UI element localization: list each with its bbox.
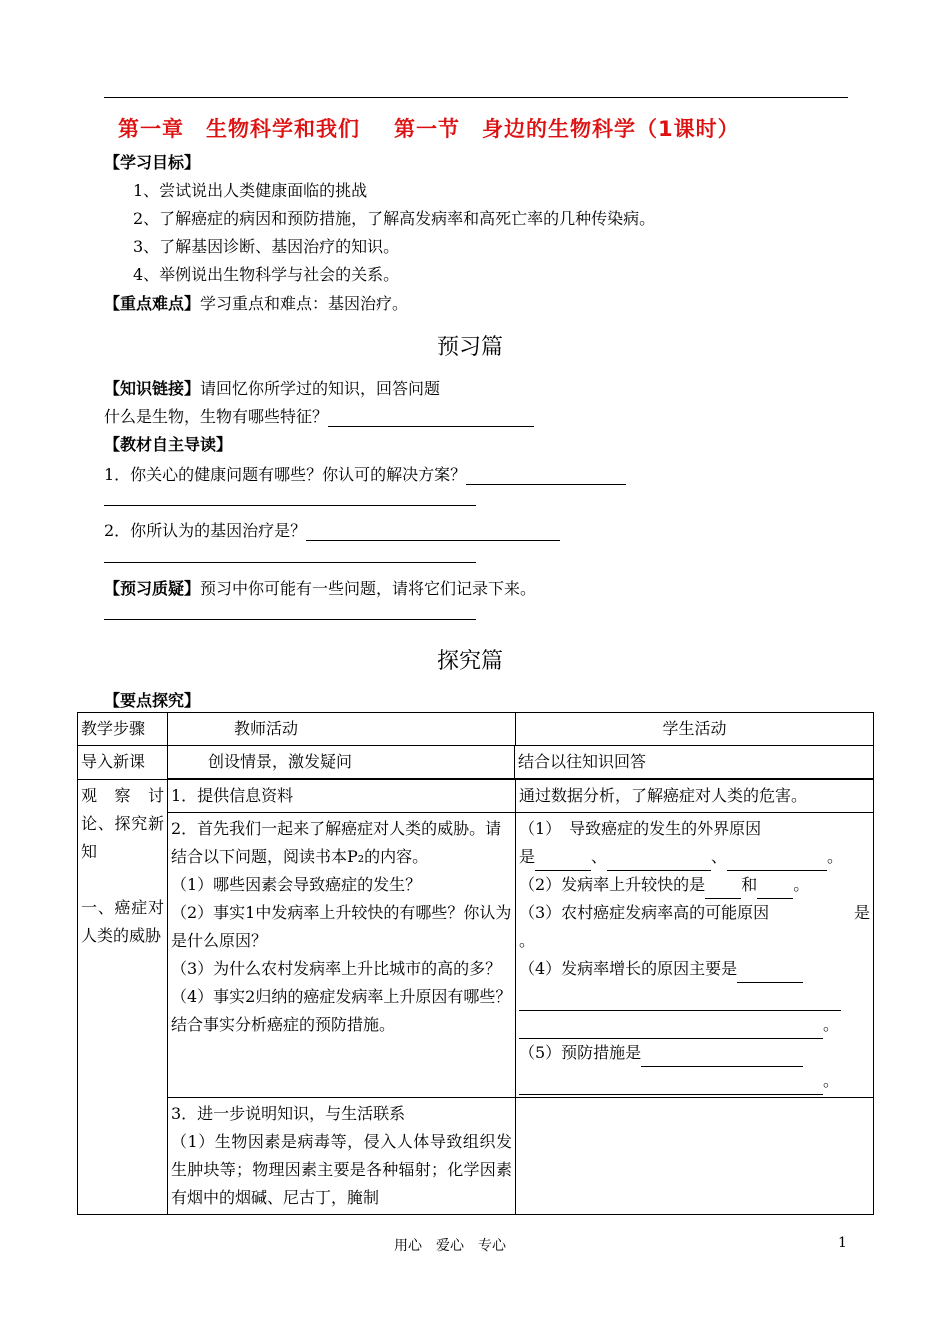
student-answer-4-line [519, 1011, 870, 1039]
answer-blank[interactable] [306, 524, 560, 541]
step-cancer-text: 一、癌症对人类的威胁 [81, 898, 164, 945]
table-row [78, 813, 874, 1098]
key-points [104, 291, 408, 314]
answer-blank[interactable] [727, 854, 827, 871]
table-row [78, 746, 874, 780]
footer-motto: 用心 爱心 专心 [394, 1238, 506, 1254]
teacher-step-1: 1．提供信息资料 [168, 780, 516, 813]
objective-item: 1、尝试说出人类健康面临的挑战 [133, 181, 368, 200]
knowledge-question [104, 404, 534, 427]
student-answer-3-end [519, 927, 870, 955]
student-answer-1 [519, 815, 870, 843]
guide-question-1-text: 1．你关心的健康问题有哪些？你认可的解决方案？ [104, 465, 467, 484]
table-row [78, 1098, 874, 1215]
student-answer-4 [519, 955, 870, 983]
teacher-intro: 创设情景，激发疑问 [208, 752, 353, 771]
student-prompt: （5）预防措施是 [519, 1043, 642, 1062]
chapter-title: 第一章 生物科学和我们 [118, 117, 360, 141]
teacher-step-2 [168, 813, 516, 1098]
student-intro: 结合以往知识回答 [514, 746, 873, 778]
teacher-step-3-title: 3．进一步说明知识，与生活联系 [171, 1104, 406, 1123]
student-prompt: 是 [853, 903, 870, 922]
key-points-text: 学习重点和难点：基因治疗。 [200, 294, 409, 313]
header-teacher: 教师活动 [168, 713, 516, 746]
teacher-step-3 [168, 1098, 516, 1215]
student-answer-4-line [519, 983, 870, 1011]
student-prompt: （3）农村癌症发病率高的可能原因 [519, 903, 770, 922]
answer-blank[interactable] [519, 1022, 823, 1039]
objective-item: 3、了解基因诊断、基因治疗的知识。 [133, 237, 400, 256]
student-answer-5-line [519, 1067, 870, 1095]
student-prompt: 和 [741, 875, 758, 894]
preview-doubt [104, 576, 536, 599]
doubt-label: 【预习质疑】 [104, 579, 201, 598]
student-answer-2 [519, 871, 870, 899]
answer-blank[interactable] [641, 1050, 803, 1067]
guide-question-2-text: 2．你所认为的基因治疗是？ [104, 521, 307, 540]
student-step-3 [516, 1098, 874, 1215]
knowledge-question-text: 什么是生物，生物有哪些特征？ [104, 407, 329, 426]
answer-blank[interactable] [519, 994, 841, 1011]
student-prompt: （1） 导致癌症的发生的外界原因 [519, 819, 762, 838]
table-header-row [78, 713, 874, 746]
step-explore-text: 观 察 讨论、探究新知 [81, 786, 164, 861]
answer-line[interactable] [104, 505, 476, 506]
header-student: 学生活动 [516, 713, 874, 746]
period: 。 [519, 931, 536, 950]
separator: 、 [711, 847, 728, 866]
teacher-question: （3）为什么农村发病率上升比城市的高的多？ [171, 959, 502, 978]
period: 。 [823, 1071, 840, 1090]
teacher-question: （4）事实2归纳的癌症发病率上升原因有哪些？结合事实分析癌症的预防措施。 [171, 987, 512, 1034]
knowledge-link-label: 【知识链接】 [104, 379, 201, 398]
section-title: 第一节 身边的生物科学（1课时） [394, 117, 740, 141]
student-step-2 [516, 813, 874, 1098]
guide-question-2 [104, 518, 560, 541]
step-intro: 导入新课 [78, 746, 168, 780]
answer-blank[interactable] [607, 854, 711, 871]
student-answer-1-blanks [519, 843, 870, 871]
student-prompt: （2）发病率上升较快的是 [519, 875, 706, 894]
separator: 、 [591, 847, 608, 866]
page-number: 1 [838, 1235, 847, 1251]
teacher-step-3-text: （1）生物因素是病毒等，侵入人体导致组织发生肿块等；物理因素主要是各种辐射；化学因素有烟中的烟碱、尼古丁，腌制 [171, 1132, 512, 1207]
answer-line[interactable] [104, 562, 476, 563]
student-answer-5 [519, 1039, 870, 1067]
answer-blank[interactable] [737, 966, 803, 983]
step-explore [78, 780, 168, 1215]
objective-item: 2、了解癌症的病因和预防措施，了解高发病率和高死亡率的几种传染病。 [133, 209, 656, 228]
objectives-label: 【学习目标】 [104, 153, 201, 172]
page-title [118, 113, 740, 143]
intro-merged-cell [168, 746, 874, 780]
teacher-question: （2）事实1中发病率上升较快的有哪些？你认为是什么原因？ [171, 903, 512, 950]
explore-label: 【要点探究】 [104, 691, 201, 710]
period: 。 [827, 847, 844, 866]
lesson-table [77, 712, 874, 1215]
answer-line[interactable] [104, 619, 476, 620]
explore-heading: 探究篇 [437, 649, 504, 674]
answer-blank[interactable] [705, 882, 741, 899]
answer-blank[interactable] [466, 468, 626, 485]
student-step-1: 通过数据分析，了解癌症对人类的危害。 [516, 780, 874, 813]
guide-label: 【教材自主导读】 [104, 435, 233, 454]
table-row [78, 780, 874, 813]
answer-blank[interactable] [757, 882, 793, 899]
header-rule [104, 97, 848, 98]
objective-item: 4、举例说出生物科学与社会的关系。 [133, 265, 400, 284]
period: 。 [793, 875, 810, 894]
answer-blank[interactable] [328, 410, 534, 427]
student-prompt: 是 [519, 847, 536, 866]
guide-question-1 [104, 462, 626, 485]
student-answer-3 [519, 899, 870, 927]
teacher-question: （1）哪些因素会导致癌症的发生？ [171, 875, 422, 894]
key-points-label: 【重点难点】 [104, 294, 201, 313]
header-step: 教学步骤 [78, 713, 168, 746]
teacher-step-2-intro: 2．首先我们一起来了解癌症对人类的威胁。请结合以下问题，阅读书本P₂的内容。 [171, 819, 502, 866]
period: 。 [823, 1015, 840, 1034]
preview-heading: 预习篇 [437, 335, 504, 360]
knowledge-link-text: 请回忆你所学过的知识，回答问题 [200, 379, 441, 398]
answer-blank[interactable] [535, 854, 591, 871]
knowledge-link [104, 376, 440, 399]
answer-blank[interactable] [519, 1078, 823, 1095]
student-prompt: （4）发病率增长的原因主要是 [519, 959, 738, 978]
doubt-text: 预习中你可能有一些问题，请将它们记录下来。 [200, 579, 537, 598]
